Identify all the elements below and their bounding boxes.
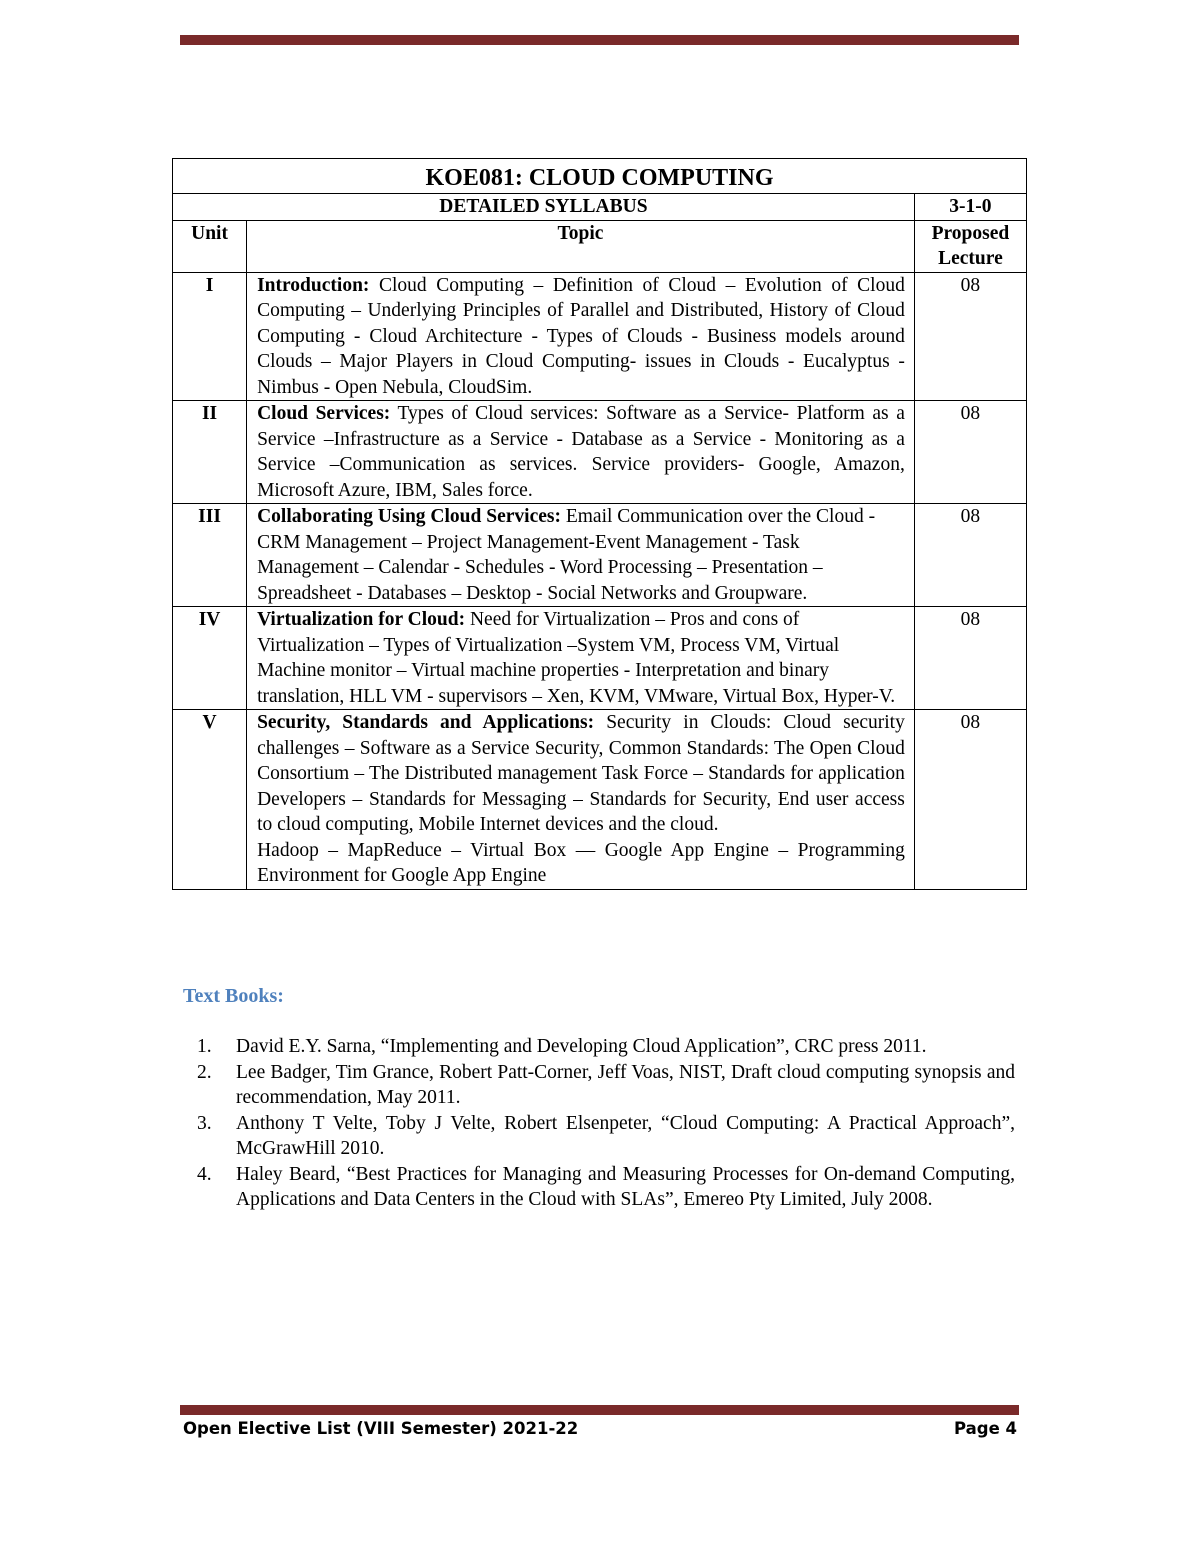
list-number: 1. <box>197 1036 212 1057</box>
unit-row <box>173 607 1027 710</box>
unit-topic-text: Need for Virtualization – Pros and cons of Virtualization – Types of Virtualization –System VM, Process VM, Virtual Machine monitor – Virtual machine properties - Interpretation and binary translation, HLL VM - supervisors – Xen, KVM, VMware, Virtual Box, Hyper-V. <box>257 609 896 707</box>
unit-number: II <box>173 401 247 504</box>
unit-topic-lead: Introduction: <box>257 274 370 296</box>
unit-lectures: 08 <box>914 504 1026 607</box>
unit-topic-text: Email Communication over the Cloud - CRM Management – Project Management-Event Management - Task Management – Calendar - Schedules - Word Processing – Presentation – Spreadsheet - Databases – Desktop - Social Networks and Groupware. <box>257 506 876 604</box>
list-number: 4. <box>197 1163 212 1185</box>
list-item <box>183 1162 1015 1213</box>
unit-number: I <box>173 272 247 401</box>
textbook-list <box>183 1034 1015 1213</box>
textbook-text: Anthony T Velte, Toby J Velte, Robert Elsenpeter, “Cloud Computing: A Practical Approach”, McGrawHill 2010. <box>236 1112 1015 1159</box>
footer-title: Open Elective List (VIII Semester) 2021-22 <box>183 1419 579 1438</box>
unit-topic-text: Security in Clouds: Cloud security challenges – Software as a Service Security, Common Standards: The Open Cloud Consortium – The Distributed management Task Force – Standards for application Developers – Standards for Messaging – Standards for Security, End user access to cloud computing, Mobile Internet devices and the cloud. <box>257 712 905 835</box>
unit-topic-extra: Hadoop – MapReduce – Virtual Box — Google App Engine – Programming Environment for Google App Engine <box>257 839 905 886</box>
unit-row <box>173 504 1027 607</box>
list-number: 3. <box>197 1112 212 1134</box>
unit-topic-lead: Virtualization for Cloud: <box>257 609 466 630</box>
header-rule <box>180 35 1019 45</box>
textbook-text: Lee Badger, Tim Grance, Robert Patt-Corner, Jeff Voas, NIST, Draft cloud computing synopsis and recommendation, May 2011. <box>236 1061 1015 1108</box>
unit-number: IV <box>173 607 247 710</box>
list-item <box>183 1111 1015 1162</box>
unit-row <box>173 401 1027 504</box>
unit-topic <box>247 272 915 401</box>
lecture-header: Proposed Lecture <box>914 220 1026 272</box>
unit-topic <box>247 401 915 504</box>
unit-topic <box>247 504 915 607</box>
unit-topic <box>247 710 915 890</box>
ltp-label: 3-1-0 <box>914 194 1026 221</box>
list-item <box>183 1034 1015 1060</box>
unit-lectures: 08 <box>914 710 1026 890</box>
unit-topic <box>247 607 915 710</box>
unit-row <box>173 710 1027 890</box>
syllabus-table <box>172 158 1027 890</box>
unit-topic-text: Cloud Computing – Definition of Cloud – Evolution of Cloud Computing – Underlying Principles of Parallel and Distributed, History of Cloud Computing - Cloud Architecture - Types of Clouds - Business models around Clouds – Major Players in Cloud Computing- issues in Clouds - Eucalyptus - Nimbus - Open Nebula, CloudSim. <box>257 274 905 398</box>
syllabus-label: DETAILED SYLLABUS <box>173 194 915 221</box>
topic-header: Topic <box>247 220 915 272</box>
unit-topic-lead: Cloud Services: <box>257 403 391 424</box>
page-footer <box>183 1419 1017 1438</box>
unit-lectures: 08 <box>914 272 1026 401</box>
textbooks-heading: Text Books: <box>183 985 284 1007</box>
textbook-text: Haley Beard, “Best Practices for Managing and Measuring Processes for On-demand Computing, Applications and Data Centers in the Cloud with SLAs”, Emereo Pty Limited, July 2008. <box>236 1163 1015 1210</box>
unit-topic-text: Types of Cloud services: Software as a Service- Platform as a Service –Infrastructure as a Service - Database as a Service - Monitoring as a Service –Communication as services. Service providers- Google, Amazon, Microsoft Azure, IBM, Sales force. <box>257 403 905 501</box>
unit-row <box>173 272 1027 401</box>
list-item <box>183 1060 1015 1111</box>
textbook-text: David E.Y. Sarna, “Implementing and Developing Cloud Application”, CRC press 2011. <box>236 1036 927 1057</box>
unit-number: III <box>173 504 247 607</box>
footer-rule <box>180 1405 1019 1415</box>
course-title: KOE081: CLOUD COMPUTING <box>173 159 1027 194</box>
unit-header: Unit <box>173 220 247 272</box>
unit-number: V <box>173 710 247 890</box>
unit-lectures: 08 <box>914 607 1026 710</box>
unit-topic-lead: Collaborating Using Cloud Services: <box>257 506 561 527</box>
page-number: Page 4 <box>953 1419 1017 1438</box>
unit-lectures: 08 <box>914 401 1026 504</box>
unit-topic-lead: Security, Standards and Applications: <box>257 712 595 733</box>
list-number: 2. <box>197 1061 212 1083</box>
